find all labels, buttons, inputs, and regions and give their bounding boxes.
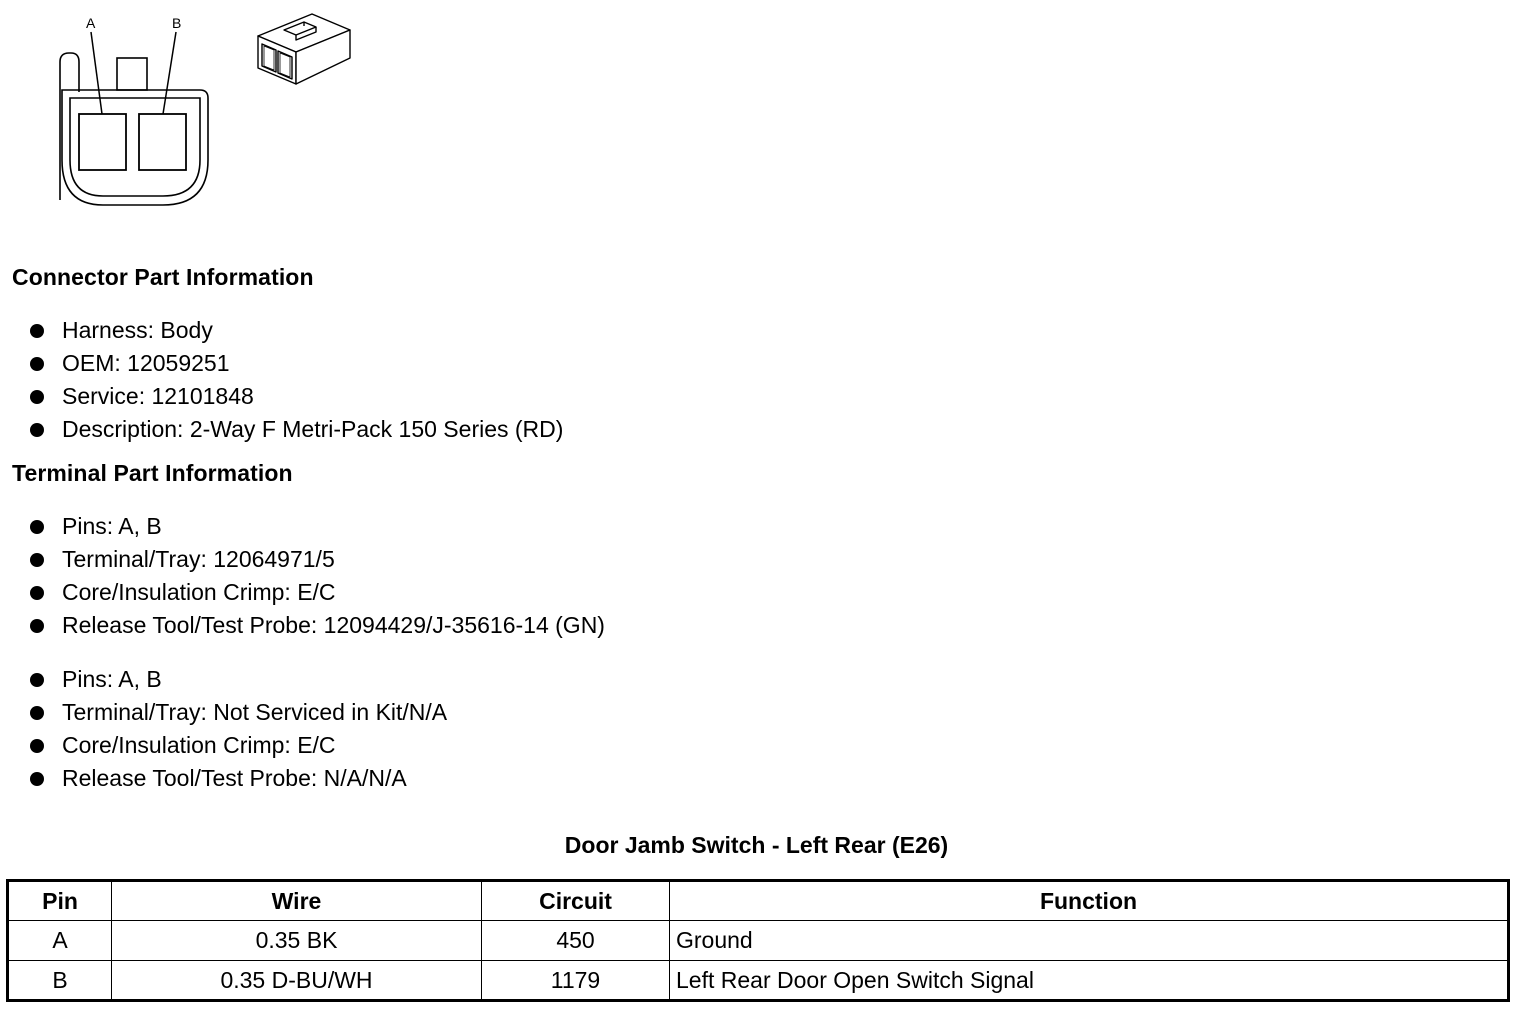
list-item [28,380,563,413]
list-item-text: Pins: A, B [62,513,162,539]
column-header-circuit: Circuit [482,881,670,921]
table-header-row [8,881,1509,921]
cell-pin: A [8,921,112,961]
bullet-icon [30,673,44,687]
bullet-icon [30,423,44,437]
list-item [28,609,605,642]
connector-part-heading: Connector Part Information [12,264,314,290]
cell-function: Ground [670,921,1509,961]
pin-label-a: A [86,15,96,31]
cell-circuit: 450 [482,921,670,961]
bullet-icon [30,772,44,786]
bullet-icon [30,706,44,720]
list-item-text: Terminal/Tray: Not Serviced in Kit/N/A [62,699,448,725]
list-item [28,510,605,543]
terminal-part-list-2 [28,663,447,795]
connector-face-diagram [0,0,370,215]
list-item-text: Core/Insulation Crimp: E/C [62,732,336,758]
connector-part-list [28,314,563,446]
bullet-icon [30,619,44,633]
list-item [28,663,447,696]
bullet-icon [30,739,44,753]
list-item [28,696,447,729]
list-item [28,729,447,762]
cell-pin: B [8,961,112,1001]
connector-isometric-icon [258,14,350,84]
bullet-icon [30,553,44,567]
terminal-part-list-1 [28,510,605,642]
column-header-wire: Wire [112,881,482,921]
table-title: Door Jamb Switch - Left Rear (E26) [564,832,949,858]
terminal-part-heading: Terminal Part Information [12,460,293,486]
list-item-text: Release Tool/Test Probe: 12094429/J-35616-14 (GN) [62,612,605,638]
bullet-icon [30,390,44,404]
bullet-icon [30,357,44,371]
list-item [28,413,563,446]
list-item [28,543,605,576]
table-row [8,921,1509,961]
pin-label-b: B [172,15,182,31]
list-item [28,314,563,347]
cavity-b [139,114,186,170]
cell-circuit: 1179 [482,961,670,1001]
list-item-text: Release Tool/Test Probe: N/A/N/A [62,765,407,791]
list-item-text: Terminal/Tray: 12064971/5 [62,546,335,572]
list-item [28,576,605,609]
bullet-icon [30,586,44,600]
bullet-icon [30,520,44,534]
cell-wire: 0.35 D-BU/WH [112,961,482,1001]
pinout-table [6,879,1510,1002]
list-item-text: Description: 2-Way F Metri-Pack 150 Series (RD) [62,416,564,442]
list-item-text: OEM: 12059251 [62,350,230,376]
list-item-text: Harness: Body [62,317,213,343]
column-header-function: Function [670,881,1509,921]
list-item-text: Service: 12101848 [62,383,254,409]
list-item [28,347,563,380]
cavity-a [79,114,126,170]
cell-function: Left Rear Door Open Switch Signal [670,961,1509,1001]
column-header-pin: Pin [8,881,112,921]
bullet-icon [30,324,44,338]
table-row [8,961,1509,1001]
cell-wire: 0.35 BK [112,921,482,961]
leader-line-b [163,32,176,114]
list-item-text: Core/Insulation Crimp: E/C [62,579,336,605]
list-item-text: Pins: A, B [62,666,162,692]
list-item [28,762,447,795]
leader-line-a [91,32,102,114]
